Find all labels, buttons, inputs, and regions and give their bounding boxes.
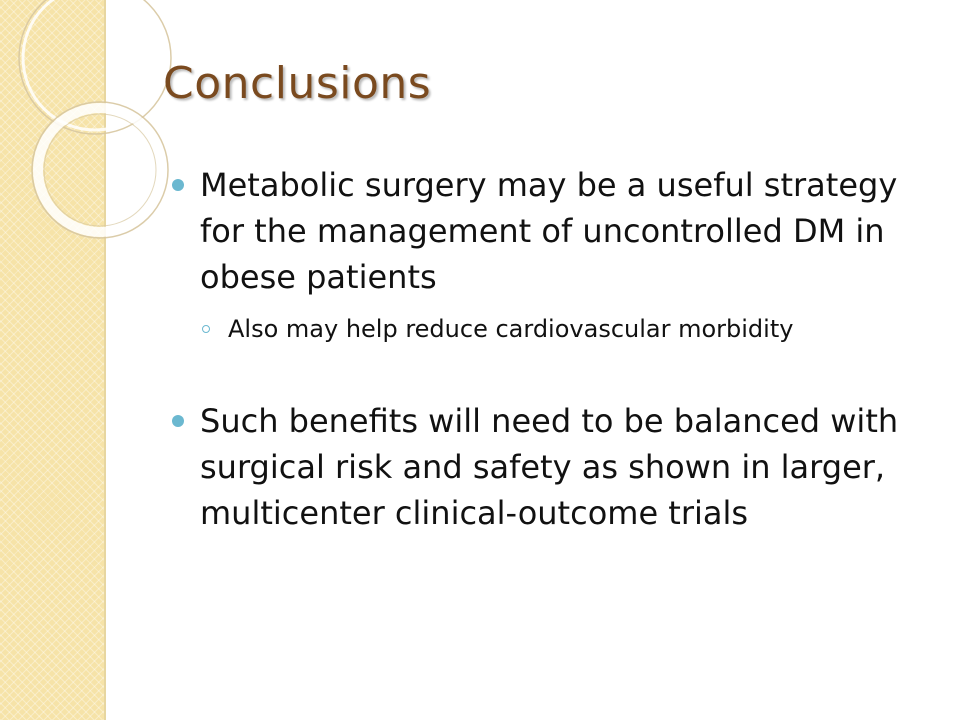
sub-bullet-item	[170, 312, 930, 346]
bullet-item	[170, 398, 930, 536]
sub-bullet-text: Also may help reduce cardiovascular morbidity	[228, 315, 794, 343]
bullet-dot-icon	[172, 415, 184, 427]
bullet-text: Such benefits will need to be balanced with surgical risk and safety as shown in larger, multicenter clinical-outcome trials	[200, 402, 899, 532]
slide-title: Conclusions	[163, 58, 432, 109]
bullet-text: Metabolic surgery may be a useful strategy for the management of uncontrolled DM in obese patients	[200, 166, 898, 296]
bullet-item	[170, 162, 930, 300]
sub-bullet-ring-icon	[202, 325, 210, 333]
bullet-dot-icon	[172, 179, 184, 191]
slide-content	[170, 162, 930, 536]
